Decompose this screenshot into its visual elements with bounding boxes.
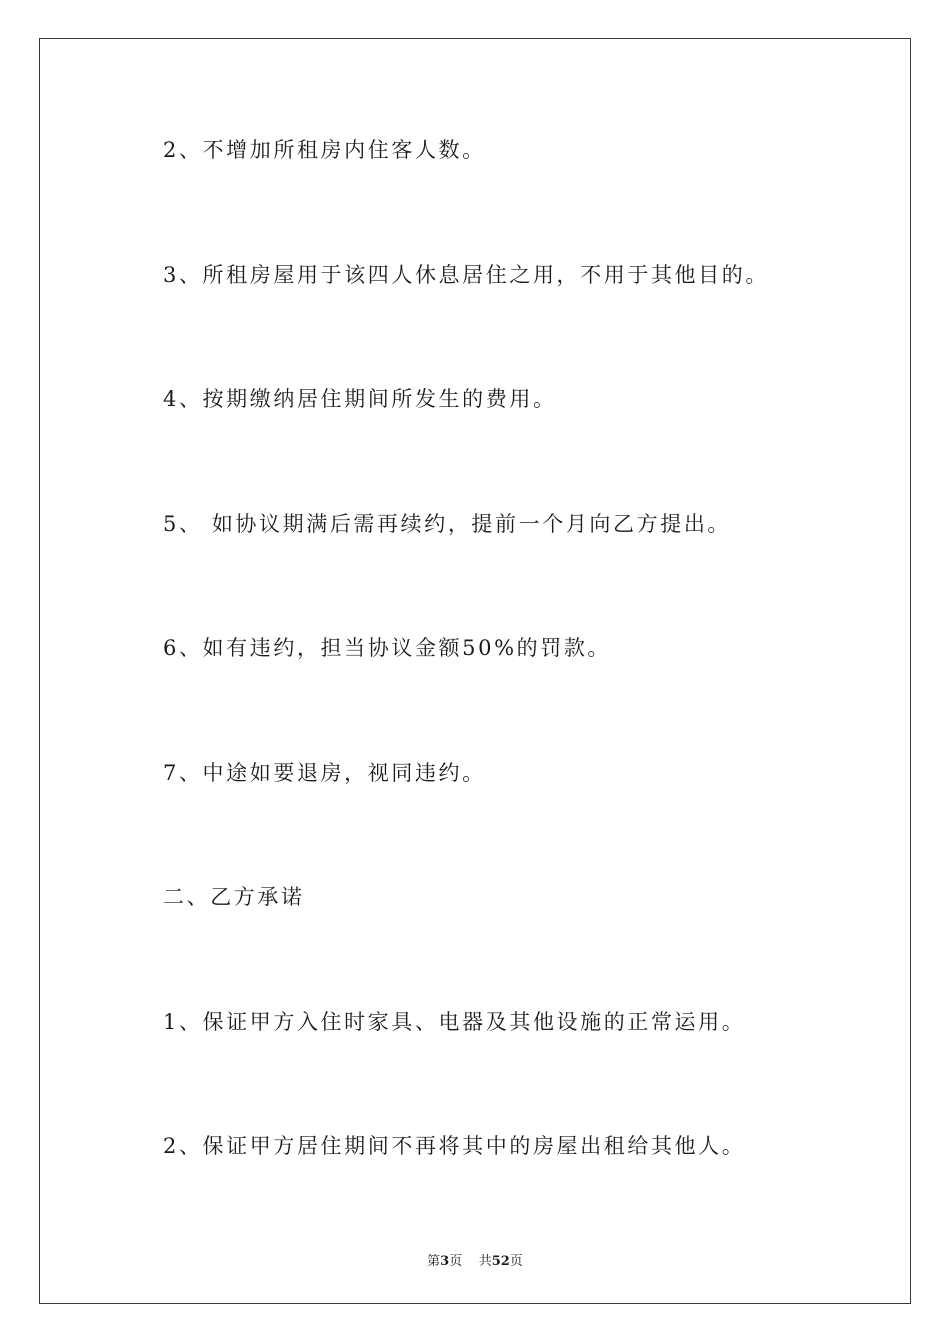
footer-suffix: 页 bbox=[509, 1254, 523, 1269]
clause-line: 2、保证甲方居住期间不再将其中的房屋出租给其他人。 bbox=[163, 1134, 746, 1158]
clause-line: 7、中途如要退房，视同违约。 bbox=[163, 761, 486, 785]
clause-line: 6、如有违约，担当协议金额50%的罚款。 bbox=[163, 636, 612, 660]
footer-prefix: 第 bbox=[427, 1254, 441, 1269]
clause-line: 3、所租房屋用于该四人休息居住之用，不用于其他目的。 bbox=[163, 263, 769, 287]
page-footer bbox=[0, 1250, 950, 1269]
page-border bbox=[39, 38, 911, 1304]
total-page-count: 52 bbox=[491, 1254, 510, 1269]
clause-line: 4、按期缴纳居住期间所发生的费用。 bbox=[163, 387, 557, 411]
clause-line: 1、保证甲方入住时家具、电器及其他设施的正常运用。 bbox=[163, 1010, 746, 1034]
clause-line: 5、 如协议期满后需再续约，提前一个月向乙方提出。 bbox=[163, 512, 732, 536]
section-heading: 二、乙方承诺 bbox=[163, 885, 305, 909]
clause-line: 2、不增加所租房内住客人数。 bbox=[163, 138, 486, 162]
footer-middle: 页 共 bbox=[449, 1254, 492, 1269]
current-page-number: 3 bbox=[440, 1254, 450, 1269]
